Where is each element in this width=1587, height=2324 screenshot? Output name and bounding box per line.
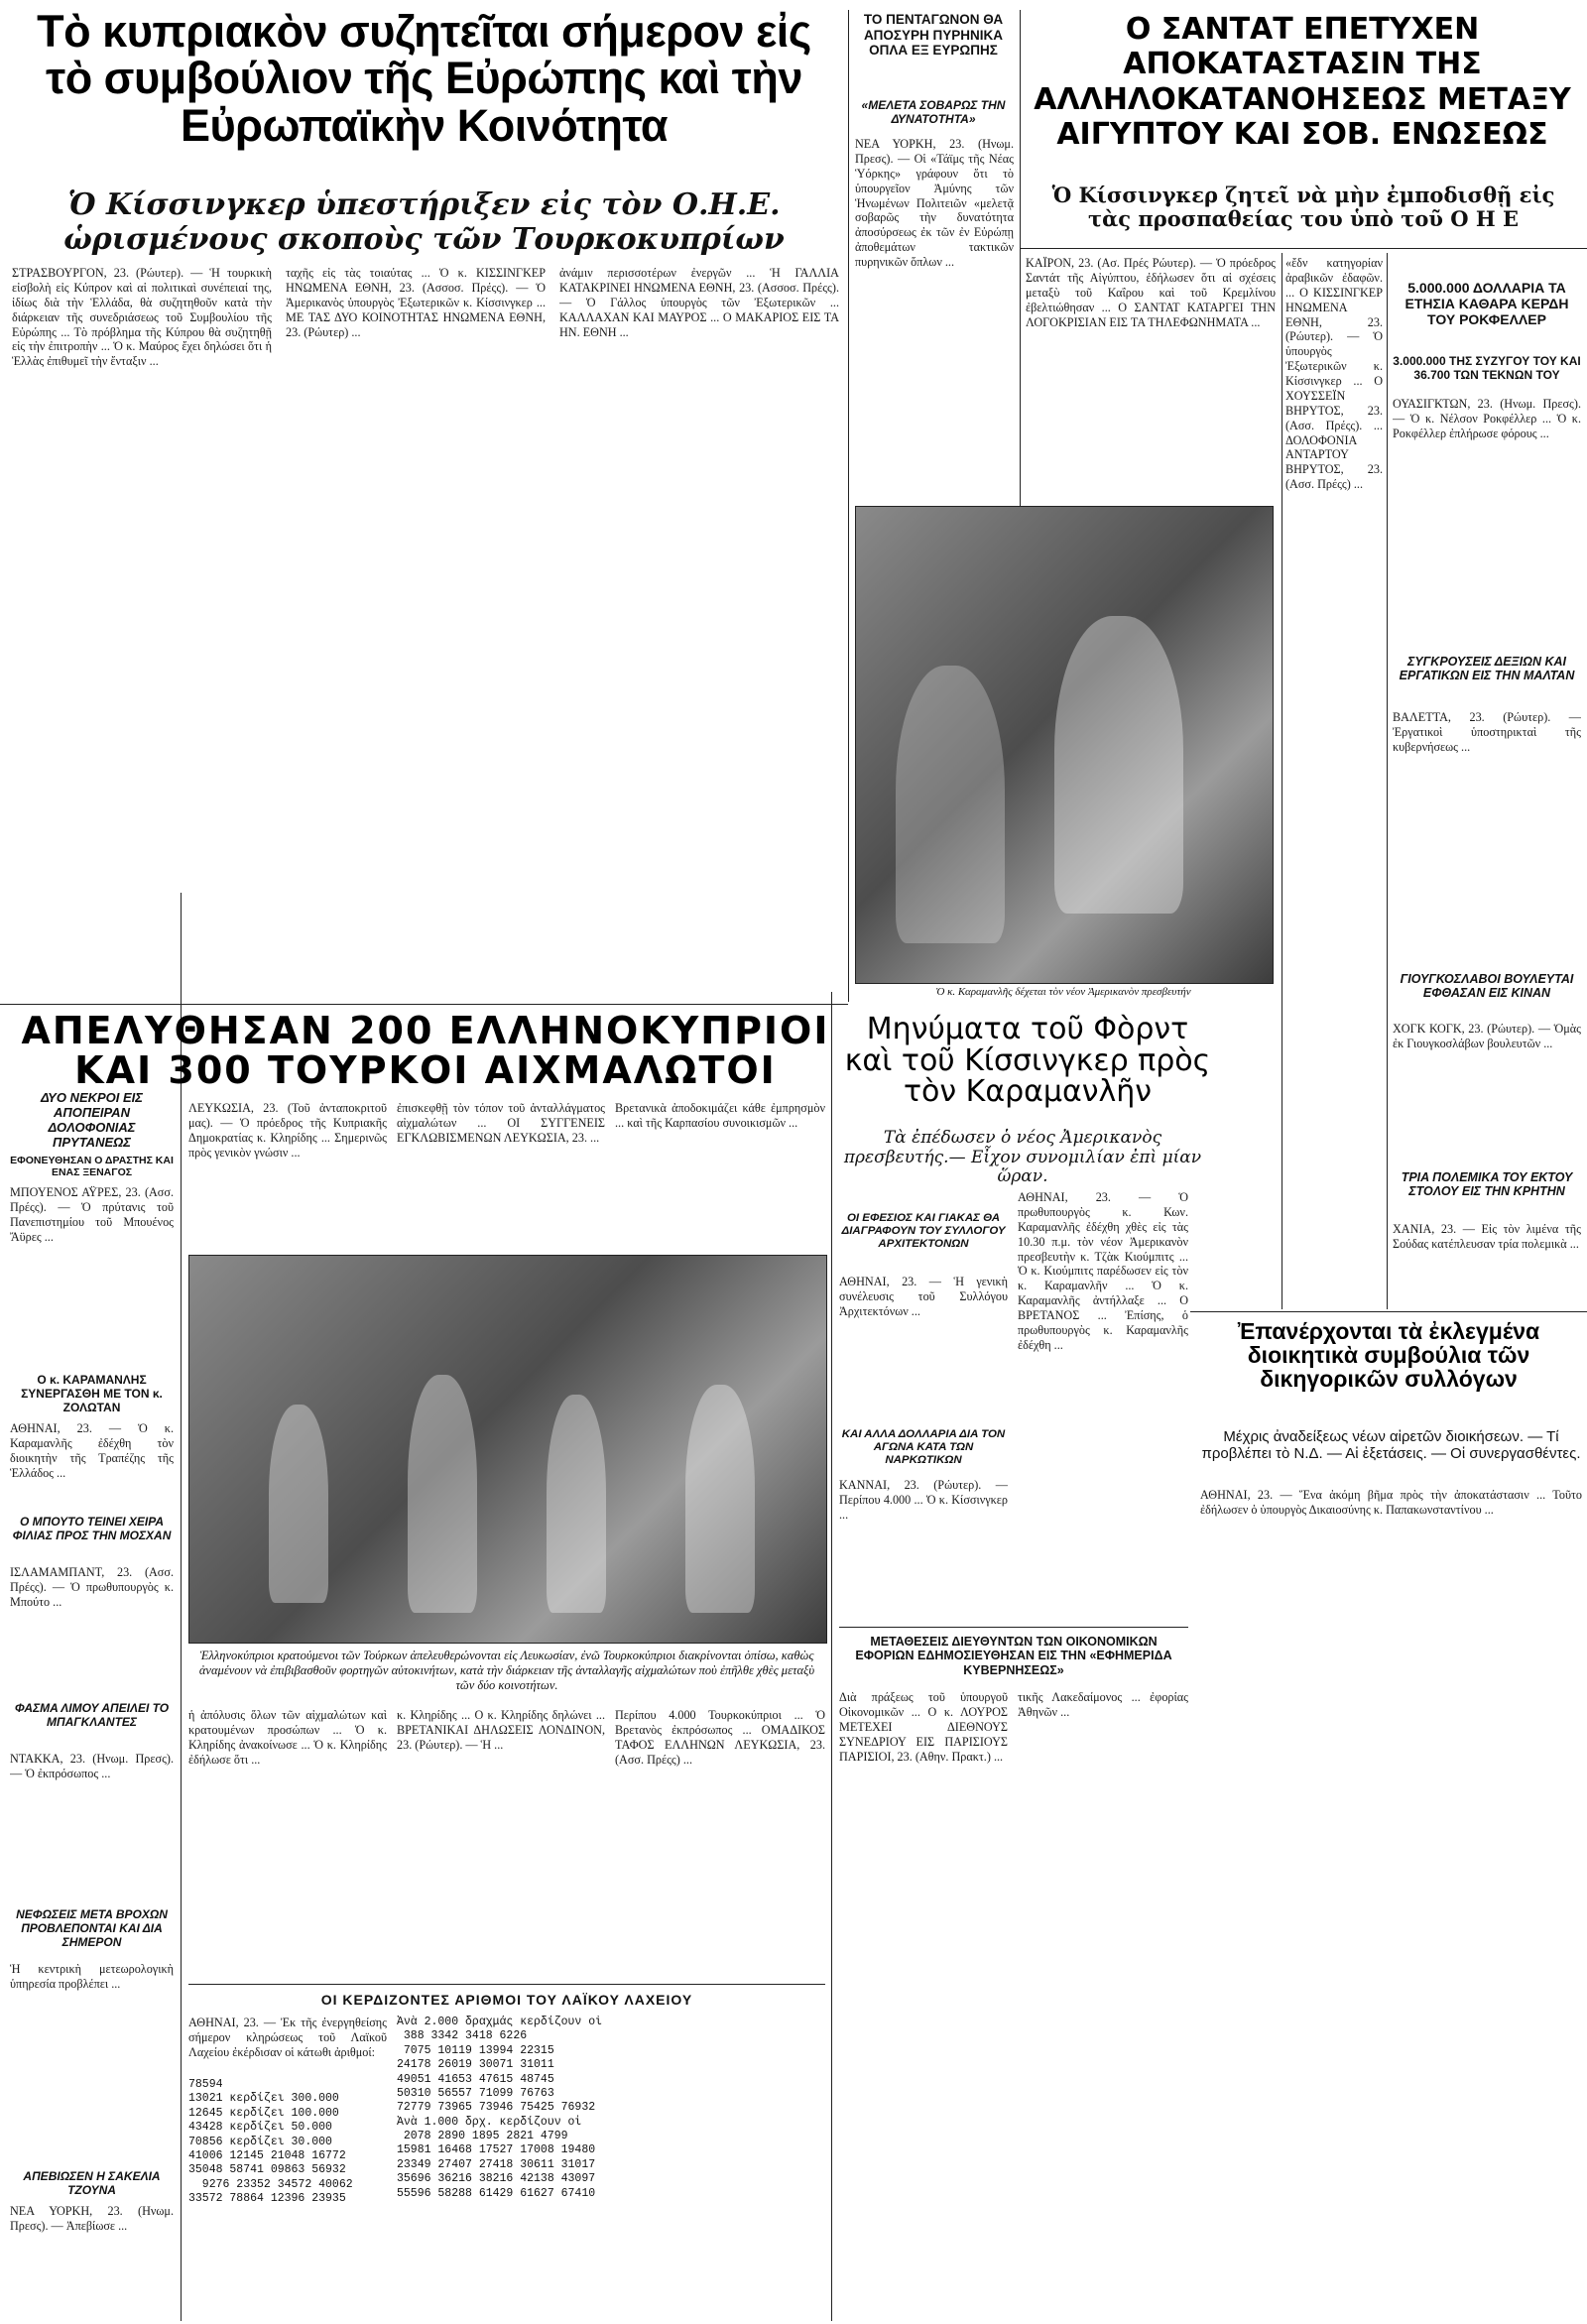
tax-col-2: τικῆς Λακεδαίμονος ... ἐφορίας Ἀθηνῶν ...	[1018, 1690, 1188, 1719]
prisoners-col-2: κ. Κληρίδης ... Ο κ. Κληρίδης δηλώνει ... ΒΡΕΤΑΝΙΚΑΙ ΔΗΛΩΣΕΙΣ ΛΟΝΔΙΝΟΝ, 23. (Ρώυτερ). — Ἡ ...	[397, 1708, 605, 1752]
karamanlis-zolotas-headline: Ο κ. ΚΑΡΑΜΑΝΛΗΣ ΣΥΝΕΡΓΑΣΘΗ ΜΕ ΤΟΝ κ. ΖΟΛΩΤΑΝ	[21, 1373, 163, 1414]
lottery-intro: ΑΘΗΝΑΙ, 23. — Ἐκ τῆς ἐνεργηθείσης σήμερον κληρώσεως τοῦ Λαϊκοῦ Λαχείου ἐκέρδισαν οἱ κάτωθι ἀριθμοί:	[188, 2016, 387, 2059]
karamanlis-photo-caption: Ὁ κ. Καραμανλῆς δέχεται τὸν νέον Ἀμερικανὸν πρεσβευτήν	[935, 986, 1191, 998]
prisoner-exchange-photo	[188, 1255, 827, 1644]
messages-headline: Μηνύματα τοῦ Φὸρντ καὶ τοῦ Κίσσινγκερ πρὸς τὸν Καραμανλῆν	[844, 1012, 1211, 1109]
malta-headline: ΣΥΓΚΡΟΥΣΕΙΣ ΔΕΞΙΩΝ ΚΑΙ ΕΡΓΑΤΙΚΩΝ ΕΙΣ ΤΗΝ ΜΑΛΤΑΝ	[1399, 655, 1575, 683]
prisoners-col-3: Περίπου 4.000 Τουρκοκύπριοι ... Ὁ Βρετανὸς ἐκπρόσωπος ... ΟΜΑΔΙΚΟΣ ΤΑΦΟΣ ΕΛΛΗΝΩΝ ΛΕΥΚΩΣΙΑ, 23. (Ασσ. Πρέςς) ...	[615, 1708, 825, 1767]
prisoners-intro-3: Βρετανικὰ ἀποδοκιμάζει κάθε ἐμπρησμὸν ... καὶ τῆς Καρπασίου συνοικισμῶν ...	[615, 1101, 825, 1130]
cyprus-headline: Τὸ κυπριακὸν συζητεῖται σήμερον εἰς τὸ συμβούλιον τῆς Εὐρώπης καὶ τὴν Εὐρωπαϊκὴν Κοινότητα	[37, 6, 811, 151]
architects-body: ΑΘΗΝΑΙ, 23. — Ἡ γενικὴ συνέλευσις τοῦ Συλλόγου Ἀρχιτεκτόνων ...	[839, 1275, 1008, 1318]
sadat-col-2: «ἔδν κατηγορίαν ἀραβικῶν ἐδαφῶν. ... Ο ΚΙΣΣΙΝΓΚΕΡ ΗΝΩΜΕΝΑ ΕΘΝΗ, 23. (Ρώυτερ). — Ὁ ὑπουργὸς Ἐξωτερικῶν κ. Κίσσινγκερ ... Ο ΧΟΥΣΣΕΪΝ ΒΗΡΥΤΟΣ, 23. (Ασσ. Πρέςς). ... ΔΟΛΟΦΟΝΙΑ ΑΝΤΑΡΤΟΥ ΒΗΡΥΤΟΣ, 23. (Ασσ. Πρέςς) ...	[1285, 256, 1383, 492]
lottery-numbers: 78594 13021 κερδίζει 300.000 12645 κερδίζει 100.000 43428 κερδίζει 50.000 70856 κερδίζει 30.000 41006 12145 21048 16772 35048 58741 09863 56932 9276 23352 34572 40062 33572 78864 12396 23935	[188, 2078, 353, 2205]
prisoners-col-1: ἡ ἀπόλυσις ὅλων τῶν αἰχμαλώτων καὶ κρατουμένων προσώπων ... Ὁ κ. Κληρίδης ἀνακοίνωσε ... Ὁ κ. Κληρίδης ἐδήλωσε ὅτι ...	[188, 1708, 387, 1767]
bhutto-headline: Ο ΜΠΟΥΤΟ ΤΕΙΝΕΙ ΧΕΙΡΑ ΦΙΛΙΑΣ ΠΡΟΣ ΤΗΝ ΜΟΣΧΑΝ	[12, 1515, 172, 1542]
rockefeller-subheadline: 3.000.000 ΤΗΣ ΣΥΖΥΓΟΥ ΤΟΥ ΚΑΙ 36.700 ΤΩΝ ΤΕΚΝΩΝ ΤΟΥ	[1393, 354, 1581, 382]
prisoners-intro-2: ἐπισκεφθῇ τὸν τόπον τοῦ ἀνταλλάγματος αἰχμαλώτων ... ΟΙ ΣΥΓΓΕΝΕΙΣ ΕΓΚΛΩΒΙΣΜΕΝΩΝ ΛΕΥΚΩΣΙΑ, 23. ...	[397, 1101, 605, 1145]
kissinger-subheadline: Ὁ Κίσσινγκερ ὑπεστήριξεν εἰς τὸν Ο.Η.Ε. ὡρισμένους σκοποὺς τῶν Τουρκοκυπρίων	[63, 187, 785, 257]
lawyers-headline: Ἐπανέρχονται τὰ ἐκλεγμένα διοικητικὰ συμβούλια τῶν δικηγορικῶν συλλόγων	[1237, 1318, 1540, 1393]
hongkong-headline: ΓΙΟΥΓΚΟΣΛΑΒΟΙ ΒΟΥΛΕΥΤΑΙ ΕΦΘΑΣΑΝ ΕΙΣ ΚΙΝΑΝ	[1400, 972, 1574, 1001]
cyprus-col-1: ΣΤΡΑΣΒΟΥΡΓΟΝ, 23. (Ρώυτερ). — Ἡ τουρκικὴ εἰσβολὴ εἰς Κύπρον καὶ αἱ πολιτικαὶ συνέπειαί της, ἰδίως διὰ τὴν Ἑλλάδα, θὰ συζητηθοῦν κατὰ τὴν διάρκειαν τῆς συνεδριάσεως τοῦ Συμβουλίου τῆς Εὐρώπης ... Τὸ πρόβλημα τῆς Κύπρου θὰ συζητηθῇ εἰς τὴν ἐπιτροπὴν ... Ὁ κ. Μαύρος ἔχει δηλώσει ὅτι ἡ Ἑλλὰς ἐπιθυμεῖ τὴν ἔνταξιν ...	[12, 266, 272, 369]
sadat-subheadline: Ὁ Κίσσινγκερ ζητεῖ νὰ μὴν ἐμποδισθῇ εἰς τὰς προσπαθείας του ὑπὸ τοῦ Ο Η Ε	[1051, 183, 1555, 232]
karamanlis-zolotas-body: ΑΘΗΝΑΙ, 23. — Ὁ κ. Καραμανλῆς ἐδέχθη τὸν διοικητὴν τῆς Τραπέζης τῆς Ἑλλάδος ...	[10, 1421, 174, 1480]
bhutto-body: ΙΣΛΑΜΑΜΠΑΝΤ, 23. (Ασσ. Πρέςς). — Ὁ πρωθυπουργὸς κ. Μπούτο ...	[10, 1565, 174, 1609]
weather-body: Ἡ κεντρικὴ μετεωρολογικὴ ὑπηρεσία προβλέπει ...	[10, 1962, 174, 1991]
pentagon-subheadline: «ΜΕΛΕΤΑ ΣΟΒΑΡΩΣ ΤΗΝ ΔΥΝΑΤΟΤΗΤΑ»	[861, 98, 1006, 126]
assassination-body: ΜΠΟΥΕΝΟΣ ΑΫΡΕΣ, 23. (Ασσ. Πρέςς). — Ὁ πρύτανις τοῦ Πανεπιστημίου τοῦ Μπουένος Ἄϋρες ...	[10, 1185, 174, 1244]
tax-col-1: Διὰ πράξεως τοῦ ὑπουργοῦ Οἰκονομικῶν ... Ο κ. ΛΟΥΡΟΣ ΜΕΤΕΧΕΙ ΔΙΕΘΝΟΥΣ ΣΥΝΕΔΡΙΟΥ ΕΙΣ ΠΑΡΙΣΙΟΥΣ ΠΑΡΙΣΙΟΙ, 23. (Αθην. Πρακτ.) ...	[839, 1690, 1008, 1764]
assassination-subheadline: ΕΦΟΝΕΥΘΗΣΑΝ Ο ΔΡΑΣΤΗΣ ΚΑΙ ΕΝΑΣ ΞΕΝΑΓΟΣ	[10, 1155, 174, 1179]
dollars-headline: ΚΑΙ ΑΛΛΑ ΔΟΛΛΑΡΙΑ ΔΙΑ ΤΟΝ ΑΓΩΝΑ ΚΑΤΑ ΤΩΝ ΝΑΡΚΩΤΙΚΩΝ	[841, 1428, 1006, 1467]
prisoners-headline: ΑΠΕΛΥΘΗΣΑΝ 200 ΕΛΛΗΝΟΚΥΠΡΙΟΙ ΚΑΙ 300 ΤΟΥΡΚΟΙ ΑΙΧΜΑΛΩΤΟΙ	[21, 1009, 830, 1092]
lottery-numbers-2: Ἀνὰ 2.000 δραχμάς κερδίζουν οἱ 388 3342 3418 6226 7075 10119 13994 22315 24178 26019 30071 31011 49051 41653 47615 48745 50310 56557 71099 76763 72779 73965 73946 75425 76932 Ἀνὰ 1.000 δρχ. κερδίζουν οἱ 2078 2890 1895 2821 4799 15981 16468 17527 17008 19480 23349 27407 27418 30611 31017 35696 36216 38216 42138 43097 55596 58288 61429 61627 67410	[397, 2016, 603, 2200]
pentagon-headline: ΤΟ ΠΕΝΤΑΓΩΝΟΝ ΘΑ ΑΠΟΣΥΡΗ ΠΥΡΗΝΙΚΑ ΟΠΛΑ ΕΞ ΕΥΡΩΠΗΣ	[863, 12, 1004, 59]
sadat-col-1: ΚΑΪΡΟΝ, 23. (Ασ. Πρές Ρώυτερ). — Ὁ πρόεδρος Σαντάτ τῆς Αἰγύπτου, ἐδήλωσεν ὅτι αἱ σχέσεις μεταξὺ τοῦ Καΐρου καὶ τοῦ Κρεμλίνου ἐβελτιώθησαν ... Ο ΣΑΝΤΑΤ ΚΑΤΑΡΓΕΙ ΤΗΝ ΛΟΓΟΚΡΙΣΙΑΝ ΕΙΣ ΤΑ ΤΗΛΕΦΩΝΗΜΑΤΑ ...	[1026, 256, 1276, 329]
fleet-headline: ΤΡΙΑ ΠΟΛΕΜΙΚΑ ΤΟΥ ΕΚΤΟΥ ΣΤΟΛΟΥ ΕΙΣ ΤΗΝ ΚΡΗΤΗΝ	[1401, 1170, 1573, 1199]
obituary-body: ΝΕΑ ΥΟΡΚΗ, 23. (Ηνωμ. Πρεσς). — Ἀπεβίωσε ...	[10, 2204, 174, 2233]
rockefeller-body: ΟΥΑΣΙΓΚΤΩΝ, 23. (Ηνωμ. Πρεσς). — Ὁ κ. Νέλσον Ροκφέλλερ ... Ὁ κ. Ροκφέλλερ ἐπλήρωσε φόρους ...	[1393, 397, 1581, 440]
malta-body: ΒΑΛΕΤΤΑ, 23. (Ρώυτερ). — Ἐργατικοὶ ὑποστηρικταὶ τῆς κυβερνήσεως ...	[1393, 710, 1581, 754]
fleet-body: ΧΑΝΙΑ, 23. — Εἰς τὸν λιμένα τῆς Σούδας κατέπλευσαν τρία πολεμικὰ ...	[1393, 1222, 1581, 1251]
prisoners-intro-1: ΛΕΥΚΩΣΙΑ, 23. (Τοῦ ἀνταποκριτοῦ μας). — Ὁ πρόεδρος τῆς Κυπριακῆς Δημοκρατίας κ. Κληρίδης ... Σημερινῶς πρὸς γενικὸν γνώσιν ...	[188, 1101, 387, 1160]
lawyers-body: ΑΘΗΝΑΙ, 23. — Ἕνα ἀκόμη βῆμα πρὸς τὴν ἀποκατάστασιν ... Τοῦτο ἐδήλωσεν ὁ ὑπουργὸς Δικαιοσύνης κ. Παπακωνσταντίνου ...	[1200, 1488, 1582, 1517]
dollars-body: ΚΑΝΝΑΙ, 23. (Ρώυτερ). — Περίπου 4.000 ... Ὁ κ. Κίσσινγκερ ...	[839, 1478, 1008, 1522]
hongkong-body: ΧΟΓΚ ΚΟΓΚ, 23. (Ρώυτερ). — Ὁμὰς ἐκ Γιουγκοσλάβων βουλευτῶν ...	[1393, 1022, 1581, 1050]
obituary-headline: ΑΠΕΒΙΩΣΕΝ Η ΣΑΚΕΛΙΑ ΤΖΟΥΝΑ	[23, 2169, 161, 2197]
prisoner-photo-caption: Ἑλληνοκύπριοι κρατούμενοι τῶν Τούρκων ἀπελευθερώνονται εἰς Λευκωσίαν, ἐνῶ Τουρκοκύπριοι διακρίνονται ὀπίσω, καθὼς ἀναμένουν νὰ ἐπιβιβασθοῦν φορτηγῶν αὐτοκινήτων, κατὰ τὴν διάρκειαν τῆς ἀνταλλαγῆς αἰχμαλώτων ποὺ ἐπῆλθε χθὲς μεταξὺ τῶν δύο κοινοτήτων.	[198, 1649, 815, 1692]
famine-headline: ΦΑΣΜΑ ΛΙΜΟΥ ΑΠΕΙΛΕΙ ΤΟ ΜΠΑΓΚΛΑΝΤΕΣ	[14, 1701, 170, 1729]
messages-subheadline: Τὰ ἐπέδωσεν ὁ νέος Ἀμερικανὸς πρεσβευτής.— Εἶχον συνομιλίαν ἐπὶ μίαν ὥραν.	[843, 1128, 1202, 1187]
messages-body: ΑΘΗΝΑΙ, 23. — Ὁ πρωθυπουργὸς κ. Κων. Καραμανλῆς ἐδέχθη χθὲς εἰς τὰς 10.30 π.μ. τὸν νέον Ἀμερικανὸν πρεσβευτὴν κ. Τζὰκ Κιούμπιτς ... Ὁ κ. Κιούμπιτς παρέδωσεν εἰς τὸν κ. Καραμανλῆν ... Ὁ κ. Καραμανλῆς ἀντήλλαξε ... Ο ΒΡΕΤΑΝΟΣ ... Ἐπίσης, ὁ πρωθυπουργὸς κ. Καραμανλῆς ἐδέχθη ...	[1018, 1190, 1188, 1352]
rockefeller-headline: 5.000.000 ΔΟΛΛΑΡΙΑ ΤΑ ΕΤΗΣΙΑ ΚΑΘΑΡΑ ΚΕΡΔΗ ΤΟΥ ΡΟΚΦΕΛΛΕΡ	[1404, 280, 1569, 328]
cyprus-col-3: ἀνάμιν περισσοτέρων ἐνεργῶν ... Ἡ ΓΑΛΛΙΑ ΚΑΤΑΚΡΙΝΕΙ ΗΝΩΜΕΝΑ ΕΘΝΗ, 23. (Ασσοσ. Πρέςς). — Ὁ Γάλλος ὑπουργὸς τῶν Ἐξωτερικῶν ... ΚΑΛΛΑΧΑΝ ΚΑΙ ΜΑΥΡΟΣ ... Ο ΜΑΚΑΡΙΟΣ ΕΙΣ ΤΑ ΗΝ. ΕΘΝΗ ...	[559, 266, 839, 339]
lottery-headline: ΟΙ ΚΕΡΔΙΖΟΝΤΕΣ ΑΡΙΘΜΟΙ ΤΟΥ ΛΑΪΚΟΥ ΛΑΧΕΙΟΥ	[320, 1992, 693, 2008]
pentagon-body: ΝΕΑ ΥΟΡΚΗ, 23. (Ηνωμ. Πρεσς). — Οἱ «Τάϊμς τῆς Νέας Ὑόρκης» γράφουν ὅτι τὸ ὑπουργεῖον Ἀμύνης τῶν Ἡνωμένων Πολιτειῶν «μελετᾷ σοβαρῶς τὴν δυνατότητα ἀποσύρσεως ἐκ τῶν ἐν Εὐρώπῃ ἀποθεμάτων τακτικῶν πυρηνικῶν ὅπλων ...	[855, 137, 1014, 269]
tax-headline: ΜΕΤΑΘΕΣΕΙΣ ΔΙΕΥΘΥΝΤΩΝ ΤΩΝ ΟΙΚΟΝΟΜΙΚΩΝ ΕΦΟΡΙΩΝ ΕΔΗΜΟΣΙΕΥΘΗΣΑΝ ΕΙΣ ΤΗΝ «ΕΦΗΜΕΡΙΔΑ ΚΥΒΕΡΝΗΣΕΩΣ»	[855, 1635, 1172, 1677]
cyprus-col-2: ταχῆς εἰς τὰς τοιαύτας ... Ὁ κ. ΚΙΣΣΙΝΓΚΕΡ ΗΝΩΜΕΝΑ ΕΘΝΗ, 23. (Ασσοσ. Πρέςς). — Ὁ Ἀμερικανὸς ὑπουργὸς Ἐξωτερικῶν κ. Κίσσινγκερ ... ΜΕ ΤΑΣ ΔΥΟ ΚΟΙΝΟΤΗΤΑΣ ΗΝΩΜΕΝΑ ΕΘΝΗ, 23. (Ρώυτερ) ...	[286, 266, 546, 339]
sadat-headline: Ο ΣΑΝΤΑΤ ΕΠΕΤΥΧΕΝ ΑΠΟΚΑΤΑΣΤΑΣΙΝ ΤΗΣ ΑΛΛΗΛΟΚΑΤΑΝΟΗΣΕΩΣ ΜΕΤΑΞΥ ΑΙΓΥΠΤΟΥ ΚΑΙ ΣΟΒ. ΕΝΩΣΕΩΣ	[1034, 12, 1571, 153]
famine-body: ΝΤΑΚΚΑ, 23. (Ηνωμ. Πρεσς). — Ὁ ἐκπρόσωπος ...	[10, 1752, 174, 1780]
weather-headline: ΝΕΦΩΣΕΙΣ ΜΕΤΑ ΒΡΟΧΩΝ ΠΡΟΒΛΕΠΟΝΤΑΙ ΚΑΙ ΔΙΑ ΣΗΜΕΡΟΝ	[16, 1907, 168, 1949]
lawyers-subheadline: Μέχρις ἀναδείξεως νέων αἱρετῶν διοικήσεων. — Τί προβλέπει τὸ Ν.Δ. — Αἱ ἐξετάσεις. — Οἱ συνεργασθέντες.	[1201, 1428, 1581, 1463]
assassination-headline: ΔΥΟ ΝΕΚΡΟΙ ΕΙΣ ΑΠΟΠΕΙΡΑΝ ΔΟΛΟΦΟΝΙΑΣ ΠΡΥΤΑΝΕΩΣ	[41, 1090, 143, 1150]
architects-headline: ΟΙ ΕΦΕΣΙΟΣ ΚΑΙ ΓΙΑΚΑΣ ΘΑ ΔΙΑΓΡΑΦΟΥΝ ΤΟΥ ΣΥΛΛΟΓΟΥ ΑΡΧΙΤΕΚΤΟΝΩΝ	[841, 1212, 1006, 1251]
